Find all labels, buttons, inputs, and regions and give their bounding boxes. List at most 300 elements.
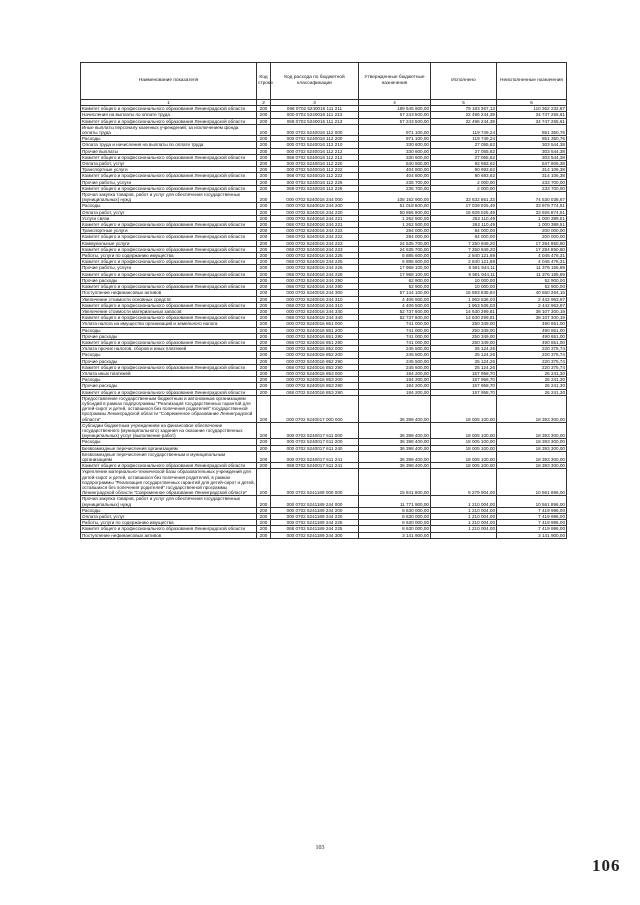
table-row xyxy=(81,259,567,265)
expense-code: 000 0702 5240017 000 000 xyxy=(271,395,359,422)
approved-amount: 24 535 700,00 xyxy=(359,240,431,246)
expense-code: 068 0702 5240016 112 226 xyxy=(271,185,359,191)
column-number: 5 xyxy=(431,100,497,106)
expense-code: 000 0702 5240016 853 290 xyxy=(271,383,359,389)
executed-amount: 1 210 004,00 xyxy=(431,514,497,520)
table-row xyxy=(81,451,567,462)
indicator-name: Расходы xyxy=(81,203,257,209)
approved-amount: 235 700,00 xyxy=(359,185,431,191)
expense-code: 068 0702 5240016 244 310 xyxy=(271,302,359,308)
executed-amount: 18 005 100,00 xyxy=(431,463,497,469)
indicator-name: Комитет общего и профессионального образования Ленинградской области xyxy=(81,106,257,112)
indicator-name: Комитет общего и профессионального образования Ленинградской области xyxy=(81,284,257,290)
expense-code: 000 0702 5240016 244 310 xyxy=(271,296,359,302)
unexecuted-amount: 4 045 478,31 xyxy=(497,259,567,265)
indicator-name: Иные выплаты персоналу казенных учреждений, за исключением фонда оплаты труда xyxy=(81,124,257,135)
unexecuted-amount: 11 376 155,89 xyxy=(497,265,567,271)
approved-amount: 741 000,00 xyxy=(359,321,431,327)
expense-code: 000 0702 5240016 851 200 xyxy=(271,327,359,333)
indicator-name: Прочие выплаты xyxy=(81,148,257,154)
approved-amount: 24 535 700,00 xyxy=(359,246,431,252)
line-code: 200 xyxy=(257,290,271,296)
expense-code: 000 0702 5240016 244 340 xyxy=(271,308,359,314)
executed-amount: 119 749,24 xyxy=(431,136,497,142)
line-code: 200 xyxy=(257,259,271,265)
unexecuted-amount: 547 806,38 xyxy=(497,161,567,167)
indicator-name: Прочие расходы xyxy=(81,383,257,389)
line-code: 200 xyxy=(257,514,271,520)
line-code: 200 xyxy=(257,315,271,321)
indicator-name: Прочая закупка товаров, работ и услуг для обеспечения государственных (муниципальных) нужд xyxy=(81,496,257,507)
indicator-name: Комитет общего и профессионального образования Ленинградской области xyxy=(81,389,257,395)
line-code: 200 xyxy=(257,136,271,142)
indicator-name: Увеличение стоимости основных средств xyxy=(81,296,257,302)
line-code: 200 xyxy=(257,148,271,154)
unexecuted-amount: 18 393 300,00 xyxy=(497,422,567,439)
executed-amount: 25 124,26 xyxy=(431,352,497,358)
indicator-name: Прочие работы, услуги xyxy=(81,265,257,271)
expense-code: 000 0702 5240017 611 241 xyxy=(271,451,359,462)
expense-code: 000 0702 5240016 244 225 xyxy=(271,253,359,259)
approved-amount: 284 000,00 xyxy=(359,228,431,234)
executed-amount: 157 958,70 xyxy=(431,383,497,389)
executed-amount: 2 000,00 xyxy=(431,185,497,191)
expense-code: 000 0702 5240016 853 000 xyxy=(271,370,359,376)
line-code: 200 xyxy=(257,154,271,160)
indicator-name: Комитет общего и профессионального образования Ленинградской области xyxy=(81,463,257,469)
column-number: 2 xyxy=(257,100,271,106)
approved-amount: 245 500,00 xyxy=(359,346,431,352)
line-code: 200 xyxy=(257,327,271,333)
line-code: 200 xyxy=(257,234,271,240)
unexecuted-amount: 851 350,76 xyxy=(497,124,567,135)
approved-amount: 36 398 400,00 xyxy=(359,395,431,422)
expense-code: 000 0702 5240016 244 221 xyxy=(271,215,359,221)
approved-amount: 245 500,00 xyxy=(359,364,431,370)
indicator-name: Комитет общего и профессионального образования Ленинградской области xyxy=(81,364,257,370)
expense-code: 000 0702 5240017 611 240 xyxy=(271,445,359,451)
table-row xyxy=(81,526,567,532)
executed-amount: 250 349,00 xyxy=(431,339,497,345)
unexecuted-amount: 7 419 996,00 xyxy=(497,514,567,520)
unexecuted-amount: 220 375,74 xyxy=(497,358,567,364)
indicator-name: Субсидии бюджетным учреждениям на финансовое обеспечение государственного (муниципального) задания на оказание государственных (муниципальных) услуг (выполнение работ) xyxy=(81,422,257,439)
line-code: 200 xyxy=(257,271,271,277)
indicator-name: Безвозмездные перечисления государственным и муниципальным организациям xyxy=(81,451,257,462)
line-code: 200 xyxy=(257,463,271,469)
indicator-name: Прочие расходы xyxy=(81,277,257,283)
unexecuted-amount: 10 561 896,00 xyxy=(497,469,567,496)
approved-amount: 3 141 900,00 xyxy=(359,532,431,538)
expense-code: 000 0702 5241189 244 200 xyxy=(271,507,359,513)
line-code: 200 xyxy=(257,222,271,228)
expense-code: 068 0702 5240016 244 340 xyxy=(271,315,359,321)
table-row xyxy=(81,106,567,112)
line-code: 200 xyxy=(257,383,271,389)
indicator-name: Укрепление материально-технической базы образовательных учреждений для детей-сирот и детей, оставшихся без попечения родителей, в рамках подпрограммы "Реализация государственных гарантий для детей-сирот и детей, оставшихся без попечения родителей" государственной программы Ленинградской области "Современное образование Ленинградской области" xyxy=(82,469,255,496)
line-code: 200 xyxy=(257,422,271,439)
approved-amount: 245 500,00 xyxy=(359,352,431,358)
unexecuted-amount: 17 284 850,80 xyxy=(497,246,567,252)
table-row xyxy=(81,532,567,538)
expense-code: 068 0702 5240016 244 222 xyxy=(271,234,359,240)
unexecuted-amount: 26 241,30 xyxy=(497,389,567,395)
executed-amount: 18 005 100,00 xyxy=(431,422,497,439)
unexecuted-amount: 851 350,76 xyxy=(497,136,567,142)
line-code: 200 xyxy=(257,215,271,221)
expense-code: 000 0702 5240017 611 200 xyxy=(271,439,359,445)
table-row xyxy=(81,222,567,228)
executed-amount: 1 963 536,03 xyxy=(431,296,497,302)
expense-code: 000 0702 5241189 000 000 xyxy=(271,469,359,496)
line-code: 200 xyxy=(257,377,271,383)
line-code: 200 xyxy=(257,308,271,314)
approved-amount: 235 700,00 xyxy=(359,179,431,185)
executed-amount: 6 591 944,11 xyxy=(431,265,497,271)
unexecuted-amount: 3 141 900,00 xyxy=(497,532,567,538)
unexecuted-amount: 110 362 232,87 xyxy=(497,106,567,112)
column-number: 4 xyxy=(359,100,431,106)
unexecuted-amount: 200 000,00 xyxy=(497,234,567,240)
executed-amount: 90 693,62 xyxy=(431,173,497,179)
approved-amount: 6 885 600,00 xyxy=(359,259,431,265)
approved-amount: 741 000,00 xyxy=(359,333,431,339)
unexecuted-amount: 26 241,30 xyxy=(497,370,567,376)
line-code: 200 xyxy=(257,277,271,283)
table-row xyxy=(81,496,567,507)
indicator-name: Безвозмездные перечисления организациям xyxy=(81,445,257,451)
executed-amount: 84 000,00 xyxy=(431,234,497,240)
indicator-name: Оплата работ, услуг xyxy=(81,514,257,520)
line-code: 200 xyxy=(257,445,271,451)
indicator-name: Работы, услуги по содержанию имущества xyxy=(81,253,257,259)
approved-amount: 4 406 500,00 xyxy=(359,302,431,308)
expense-code: 000 0702 5240016 852 290 xyxy=(271,358,359,364)
indicator-name: Предоставление государственным бюджетным и автономным организациям субсидий в рамках подпрограммы "Реализация государственных гарантий для детей-сирот и детей, оставшихся без попечения родителей" государственной программы Ленинградской области "Современное образование Ленинградской области" xyxy=(81,395,257,422)
executed-amount: 6 591 944,11 xyxy=(431,271,497,277)
approved-amount: 36 398 400,00 xyxy=(359,451,431,462)
table-row xyxy=(81,346,567,352)
indicator-name: Комитет общего и профессионального образования Ленинградской области xyxy=(81,173,257,179)
executed-amount: 5 279 904,00 xyxy=(431,469,497,496)
line-code: 200 xyxy=(257,228,271,234)
approved-amount: 50 855 900,00 xyxy=(359,209,431,215)
unexecuted-amount: 490 651,00 xyxy=(497,339,567,345)
approved-amount: 8 630 000,00 xyxy=(359,507,431,513)
line-code: 200 xyxy=(257,161,271,167)
expense-code: 068 0702 5240016 851 290 xyxy=(271,339,359,345)
indicator-name: Уплата налога на имущество организаций и земельного налога xyxy=(81,321,257,327)
indicator-name: Транспортные услуги xyxy=(81,228,257,234)
line-code: 200 xyxy=(257,520,271,526)
unexecuted-amount: 4 045 478,31 xyxy=(497,253,567,259)
approved-amount: 11 771 900,00 xyxy=(359,496,431,507)
unexecuted-amount: 17 284 850,80 xyxy=(497,240,567,246)
unexecuted-amount: 38 107 300,19 xyxy=(497,308,567,314)
executed-amount: 2 000,00 xyxy=(431,179,497,185)
line-code: 200 xyxy=(257,246,271,252)
executed-amount: 25 124,26 xyxy=(431,346,497,352)
unexecuted-amount: 52 900,00 xyxy=(497,277,567,283)
table-row xyxy=(81,253,567,259)
executed-amount: 92 693,62 xyxy=(431,161,497,167)
executed-amount: 27 055,62 xyxy=(431,148,497,154)
expense-code: 068 0702 5240016 852 290 xyxy=(271,364,359,370)
unexecuted-amount: 314 106,38 xyxy=(497,173,567,179)
executed-amount: 250 349,00 xyxy=(431,321,497,327)
expense-code: 068 0702 5240016 111 211 xyxy=(271,106,359,112)
unexecuted-amount: 303 544,38 xyxy=(497,154,567,160)
approved-amount: 8 630 000,00 xyxy=(359,526,431,532)
table-row xyxy=(81,173,567,179)
line-code: 200 xyxy=(257,173,271,179)
executed-amount: 2 840 121,69 xyxy=(431,259,497,265)
indicator-name: Прочие работы, услуги xyxy=(81,179,257,185)
header-indicator-name: Наименование показателя xyxy=(81,63,257,100)
expense-code: 000 0702 5240016 244 220 xyxy=(271,209,359,215)
indicator-name: Увеличение стоимости материальных запасов xyxy=(81,308,257,314)
indicator-name: Комитет общего и профессионального образования Ленинградской области xyxy=(81,234,257,240)
table-row xyxy=(81,185,567,191)
approved-amount: 1 262 500,00 xyxy=(359,222,431,228)
indicator-name: Расходы xyxy=(81,439,257,445)
executed-amount: 14 630 299,81 xyxy=(431,308,497,314)
line-code: 200 xyxy=(257,265,271,271)
line-code: 200 xyxy=(257,209,271,215)
column-number: 3 xyxy=(271,100,359,106)
table-row xyxy=(81,142,567,148)
line-code: 200 xyxy=(257,112,271,118)
executed-amount: 157 958,70 xyxy=(431,389,497,395)
unexecuted-amount: 52 900,00 xyxy=(497,284,567,290)
approved-amount: 36 398 400,00 xyxy=(359,463,431,469)
executed-amount: 27 055,62 xyxy=(431,154,497,160)
line-code: 200 xyxy=(257,389,271,395)
table-body xyxy=(81,106,567,539)
executed-amount: 18 005 100,00 xyxy=(431,395,497,422)
approved-amount: 404 800,00 xyxy=(359,173,431,179)
expense-code: 000 0702 5240016 112 000 xyxy=(271,124,359,135)
approved-amount: 57 144 100,00 xyxy=(359,290,431,296)
approved-amount: 971 100,00 xyxy=(359,124,431,135)
line-code: 200 xyxy=(257,124,271,135)
approved-amount: 8 630 000,00 xyxy=(359,520,431,526)
expense-code: 000 0702 5240016 244 223 xyxy=(271,240,359,246)
unexecuted-amount: 1 000 389,51 xyxy=(497,222,567,228)
expense-code: 000 0702 5240016 853 200 xyxy=(271,377,359,383)
indicator-name: Поступление нефинансовых активов xyxy=(81,532,257,538)
approved-amount: 1 262 500,00 xyxy=(359,215,431,221)
table-header-row xyxy=(81,63,567,100)
indicator-name: Комитет общего и профессионального образования Ленинградской области xyxy=(81,271,257,277)
executed-amount: 22 496 244,39 xyxy=(431,118,497,124)
table-row xyxy=(81,112,567,118)
unexecuted-amount: 2 442 963,97 xyxy=(497,296,567,302)
unexecuted-amount: 1 000 389,51 xyxy=(497,215,567,221)
header-approved: Утвержденные бюджетные назначения xyxy=(359,63,431,100)
expense-code: 000 0702 5240016 244 290 xyxy=(271,277,359,283)
table-row xyxy=(81,154,567,160)
indicator-name: Прочие расходы xyxy=(81,333,257,339)
indicator-name: Комитет общего и профессионального образования Ленинградской области xyxy=(81,259,257,265)
approved-amount: 741 000,00 xyxy=(359,327,431,333)
unexecuted-amount: 314 106,38 xyxy=(497,167,567,173)
line-code: 200 xyxy=(257,339,271,345)
expense-code: 000 0702 5240017 611 000 xyxy=(271,422,359,439)
line-code: 200 xyxy=(257,370,271,376)
indicator-name: Расходы xyxy=(81,136,257,142)
line-code: 200 xyxy=(257,185,271,191)
indicator-name: Уплата иных платежей xyxy=(81,370,257,376)
expense-code: 000 0702 5240016 112 222 xyxy=(271,167,359,173)
column-number: 6 xyxy=(497,100,567,106)
line-code: 200 xyxy=(257,167,271,173)
unexecuted-amount: 18 393 300,00 xyxy=(497,395,567,422)
executed-amount: 18 005 100,00 xyxy=(431,445,497,451)
executed-amount: 25 124,26 xyxy=(431,364,497,370)
line-code: 200 xyxy=(257,526,271,532)
expense-code: 068 0702 5241189 244 225 xyxy=(271,526,359,532)
expense-code: 000 0702 5240016 852 200 xyxy=(271,352,359,358)
expense-code: 068 0702 5240016 111 213 xyxy=(271,118,359,124)
table-row xyxy=(81,302,567,308)
indicator-name: Комитет общего и профессионального образования Ленинградской области xyxy=(81,246,257,252)
indicator-name: Комитет общего и профессионального образования Ленинградской области xyxy=(81,315,257,321)
expense-code: 000 0702 5240016 112 226 xyxy=(271,179,359,185)
executed-amount: 250 349,00 xyxy=(431,333,497,339)
table-row xyxy=(81,445,567,451)
approved-amount: 640 500,00 xyxy=(359,161,431,167)
table-row xyxy=(81,290,567,296)
indicator-name: Комитет общего и профессионального образования Ленинградской области xyxy=(81,339,257,345)
executed-amount: 157 958,70 xyxy=(431,370,497,376)
table-row xyxy=(81,118,567,124)
executed-amount: 7 250 849,20 xyxy=(431,240,497,246)
executed-amount: 262 110,49 xyxy=(431,222,497,228)
table-row xyxy=(81,284,567,290)
expense-code: 000 0702 5240016 244 300 xyxy=(271,290,359,296)
line-code: 200 xyxy=(257,395,271,422)
indicator-name: Оплата работ, услуг xyxy=(81,209,257,215)
expense-code: 000 0702 5240016 851 290 xyxy=(271,333,359,339)
executed-amount xyxy=(431,532,497,538)
line-code: 200 xyxy=(257,253,271,259)
expense-code: 068 0702 5240017 611 241 xyxy=(271,463,359,469)
unexecuted-amount: 233 700,00 xyxy=(497,179,567,185)
approved-amount: 184 200,00 xyxy=(359,370,431,376)
indicator-name: Поступление нефинансовых активов xyxy=(81,290,257,296)
line-code: 200 xyxy=(257,240,271,246)
unexecuted-amount: 33 926 874,51 xyxy=(497,209,567,215)
unexecuted-amount: 34 747 255,61 xyxy=(497,112,567,118)
line-code: 200 xyxy=(257,346,271,352)
unexecuted-amount: 18 393 300,00 xyxy=(497,451,567,462)
approved-amount: 330 600,00 xyxy=(359,142,431,148)
executed-amount: 119 749,24 xyxy=(431,124,497,135)
approved-amount: 6 885 600,00 xyxy=(359,253,431,259)
executed-amount: 79 183 367,13 xyxy=(431,106,497,112)
approved-amount: 51 018 800,00 xyxy=(359,203,431,209)
line-code: 200 xyxy=(257,333,271,339)
table-row xyxy=(81,364,567,370)
table-row xyxy=(81,192,567,203)
expense-code: 068 0702 5240016 244 225 xyxy=(271,259,359,265)
approved-amount: 36 398 400,00 xyxy=(359,445,431,451)
indicator-name: Оплата труда и начисления на выплаты по оплате труда xyxy=(81,142,257,148)
executed-amount: 17 039 025,49 xyxy=(431,203,497,209)
executed-amount: 84 000,00 xyxy=(431,228,497,234)
table-row xyxy=(81,296,567,302)
table-row xyxy=(81,271,567,277)
line-code: 200 xyxy=(257,364,271,370)
unexecuted-amount: 34 747 255,61 xyxy=(497,118,567,124)
approved-amount: 17 968 100,00 xyxy=(359,265,431,271)
approved-amount: 8 630 000,00 xyxy=(359,514,431,520)
table-row xyxy=(81,520,567,526)
unexecuted-amount: 7 419 996,00 xyxy=(497,507,567,513)
expense-code: 068 0702 5240016 112 212 xyxy=(271,154,359,160)
unexecuted-amount: 303 544,38 xyxy=(497,142,567,148)
unexecuted-amount: 200 000,00 xyxy=(497,228,567,234)
unexecuted-amount: 7 419 996,00 xyxy=(497,520,567,526)
approved-amount: 4 406 500,00 xyxy=(359,296,431,302)
line-code: 200 xyxy=(257,179,271,185)
executed-amount: 7 250 849,20 xyxy=(431,246,497,252)
approved-amount: 184 200,00 xyxy=(359,377,431,383)
indicator-name: Комитет общего и профессионального образования Ленинградской области xyxy=(81,302,257,308)
line-code: 200 xyxy=(257,352,271,358)
approved-amount: 36 398 400,00 xyxy=(359,422,431,439)
unexecuted-amount: 26 241,30 xyxy=(497,383,567,389)
table-row xyxy=(81,315,567,321)
unexecuted-amount: 11 376 155,89 xyxy=(497,271,567,277)
approved-amount: 52 737 600,00 xyxy=(359,315,431,321)
line-code: 200 xyxy=(257,142,271,148)
indicator-name: Транспортные услуги xyxy=(81,167,257,173)
unexecuted-amount: 18 393 300,00 xyxy=(497,445,567,451)
indicator-name: Начисления на выплаты по оплате труда xyxy=(81,112,257,118)
indicator-name: Уплата прочих налогов, сборов и иных платежей xyxy=(81,346,257,352)
unexecuted-amount: 74 530 038,67 xyxy=(497,192,567,203)
indicator-name: Расходы xyxy=(81,327,257,333)
unexecuted-amount: 303 544,38 xyxy=(497,148,567,154)
approved-amount: 62 900,00 xyxy=(359,277,431,283)
expense-code: 068 0702 5240016 244 223 xyxy=(271,246,359,252)
expense-code: 000 0702 5240016 112 220 xyxy=(271,161,359,167)
unexecuted-amount: 10 561 896,00 xyxy=(497,496,567,507)
expense-code: 000 0702 5240016 244 222 xyxy=(271,228,359,234)
header-unexecuted: Неисполненные назначения xyxy=(497,63,567,100)
line-code: 200 xyxy=(257,296,271,302)
indicator-name: Расходы xyxy=(81,377,257,383)
expense-code: 068 0702 5240016 244 221 xyxy=(271,222,359,228)
line-code: 200 xyxy=(257,118,271,124)
expense-code: 000 0702 5240016 244 226 xyxy=(271,265,359,271)
table-row xyxy=(81,124,567,135)
expense-code: 000 0702 5240016 244 000 xyxy=(271,192,359,203)
line-code: 200 xyxy=(257,192,271,203)
approved-amount: 52 737 600,00 xyxy=(359,308,431,314)
table-row xyxy=(81,308,567,314)
approved-amount: 15 841 800,00 xyxy=(359,469,431,496)
budget-execution-table xyxy=(80,62,567,539)
indicator-name: Комитет общего и профессионального образования Ленинградской области xyxy=(81,222,257,228)
unexecuted-amount: 2 442 963,97 xyxy=(497,302,567,308)
expense-code: 068 0702 5240016 853 290 xyxy=(271,389,359,395)
unexecuted-amount: 220 375,74 xyxy=(497,352,567,358)
unexecuted-amount: 33 979 774,51 xyxy=(497,203,567,209)
unexecuted-amount: 7 419 996,00 xyxy=(497,526,567,532)
